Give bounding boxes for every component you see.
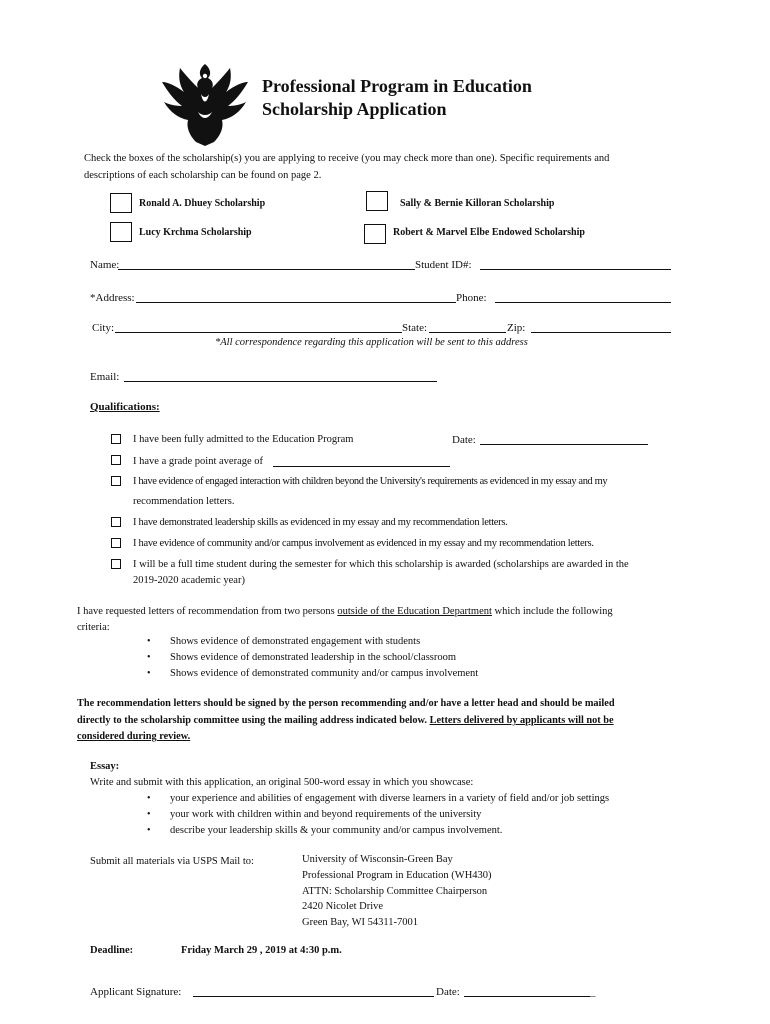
recommendation-text-line2: criteria:	[77, 622, 110, 633]
form-title-line2: Scholarship Application	[262, 99, 447, 119]
checkbox-dhuey-scholarship[interactable]	[110, 193, 132, 213]
qualifications-heading: Qualifications:	[90, 401, 160, 413]
qual-checkbox-community[interactable]	[111, 538, 121, 548]
bullet-icon: •	[147, 652, 151, 663]
mailing-address-line: Professional Program in Education (WH430)	[302, 870, 492, 881]
qual-checkbox-admitted[interactable]	[111, 434, 121, 444]
checkbox-krchma-scholarship[interactable]	[110, 222, 132, 242]
notice-line2-underlined: Letters delivered by applicants will not be	[429, 715, 614, 726]
qual-text-admitted: I have been fully admitted to the Education Program	[133, 434, 354, 445]
phoenix-logo	[160, 58, 250, 148]
qual-checkbox-leadership[interactable]	[111, 517, 121, 527]
signature-date-field[interactable]	[464, 996, 590, 997]
qual-checkbox-gpa[interactable]	[111, 455, 121, 465]
gpa-field[interactable]	[273, 466, 450, 467]
name-label: Name:	[90, 259, 120, 271]
bullet-icon: •	[147, 825, 151, 836]
checkbox-elbe-scholarship[interactable]	[364, 224, 386, 244]
email-label: Email:	[90, 371, 120, 383]
rec-criteria-item: Shows evidence of demonstrated community and/or campus involvement	[170, 668, 479, 679]
signature-date-label: Date:	[436, 986, 460, 998]
notice-line1: The recommendation letters should be signed by the person recommending and/or have a letter head and should be mailed	[77, 698, 615, 709]
student-id-field[interactable]	[480, 269, 671, 270]
mailing-address-line: University of Wisconsin-Green Bay	[302, 854, 453, 865]
signature-label: Applicant Signature:	[90, 986, 182, 998]
mailing-address-line: ATTN: Scholarship Committee Chairperson	[302, 886, 488, 897]
address-note: *All correspondence regarding this application will be sent to this address	[215, 337, 528, 348]
email-field[interactable]	[124, 381, 437, 382]
qual-date-label: Date:	[452, 434, 476, 446]
mailing-address-line: 2420 Nicolet Drive	[302, 901, 384, 912]
essay-topic-item: your work with children within and beyond requirements of the university	[170, 809, 482, 820]
rec-criteria-item: Shows evidence of demonstrated engagement with students	[170, 636, 421, 647]
rec-underlined: outside of the Education Department	[337, 606, 492, 617]
notice-line2-pre: directly to the scholarship committee using the mailing address indicated below.	[77, 715, 430, 726]
bullet-icon: •	[147, 793, 151, 804]
label-dhuey-scholarship: Ronald A. Dhuey Scholarship	[139, 198, 266, 209]
label-elbe-scholarship: Robert & Marvel Elbe Endowed Scholarship	[393, 227, 585, 238]
deadline-label: Deadline:	[90, 945, 134, 956]
recommendation-text-line1	[77, 605, 613, 619]
qual-date-field[interactable]	[480, 444, 648, 445]
bullet-icon: •	[147, 809, 151, 820]
state-field[interactable]	[429, 332, 506, 333]
zip-label: Zip:	[507, 322, 526, 334]
address-field[interactable]	[136, 302, 456, 303]
mailing-label: Submit all materials via USPS Mail to:	[90, 856, 254, 867]
notice-line3: considered during review.	[77, 731, 191, 742]
name-field[interactable]	[118, 269, 415, 270]
notice-line2	[77, 714, 614, 728]
signature-date-trailing: _	[590, 986, 596, 998]
intro-text-line2: descriptions of each scholarship can be found on page 2.	[84, 170, 322, 181]
label-killoran-scholarship: Sally & Bernie Killoran Scholarship	[400, 198, 555, 209]
address-label: *Address:	[90, 292, 135, 304]
student-id-label: Student ID#:	[415, 259, 472, 271]
city-field[interactable]	[115, 332, 402, 333]
qual-checkbox-engagement[interactable]	[111, 476, 121, 486]
qual-text-engagement-cont: recommendation letters.	[133, 496, 235, 507]
bullet-icon: •	[147, 636, 151, 647]
rec-post: which include the following	[491, 606, 613, 617]
rec-pre: I have requested letters of recommendation from two persons	[77, 606, 338, 617]
bullet-icon: •	[147, 668, 151, 679]
mailing-address-line: Green Bay, WI 54311-7001	[302, 917, 418, 928]
checkbox-killoran-scholarship[interactable]	[366, 191, 388, 211]
qual-text-community: I have evidence of community and/or campus involvement as evidenced in my essay and my recommendation letters.	[133, 538, 594, 549]
qual-checkbox-fulltime[interactable]	[111, 559, 121, 569]
form-title-line1: Professional Program in Education	[262, 76, 532, 96]
essay-topic-item: your experience and abilities of engagement with diverse learners in a variety of field and/or job settings	[170, 793, 610, 804]
state-label: State:	[402, 322, 428, 334]
label-krchma-scholarship: Lucy Krchma Scholarship	[139, 227, 252, 238]
qual-text-fulltime: I will be a full time student during the semester for which this scholarship is awarded (scholarships are awarded in the	[133, 559, 629, 570]
qual-text-engagement: I have evidence of engaged interaction with children beyond the University's requirements as evidenced in my essay and my	[133, 476, 608, 487]
qual-text-fulltime-cont: 2019-2020 academic year)	[133, 575, 245, 586]
rec-criteria-item: Shows evidence of demonstrated leadership in the school/classroom	[170, 652, 457, 663]
qual-text-leadership: I have demonstrated leadership skills as evidenced in my essay and my recommendation letters.	[133, 517, 508, 528]
essay-heading: Essay:	[90, 761, 120, 772]
phone-field[interactable]	[495, 302, 671, 303]
zip-field[interactable]	[531, 332, 671, 333]
essay-intro: Write and submit with this application, an original 500-word essay in which you showcase:	[90, 777, 474, 788]
signature-field[interactable]	[193, 996, 434, 997]
essay-topic-item: describe your leadership skills & your community and/or campus involvement.	[170, 825, 503, 836]
phone-label: Phone:	[456, 292, 487, 304]
city-label: City:	[92, 322, 115, 334]
deadline-value: Friday March 29 , 2019 at 4:30 p.m.	[181, 945, 342, 956]
qual-text-gpa: I have a grade point average of	[133, 456, 264, 467]
intro-text-line1: Check the boxes of the scholarship(s) you are applying to receive (you may check more than one). Specific requirements and	[84, 153, 610, 164]
